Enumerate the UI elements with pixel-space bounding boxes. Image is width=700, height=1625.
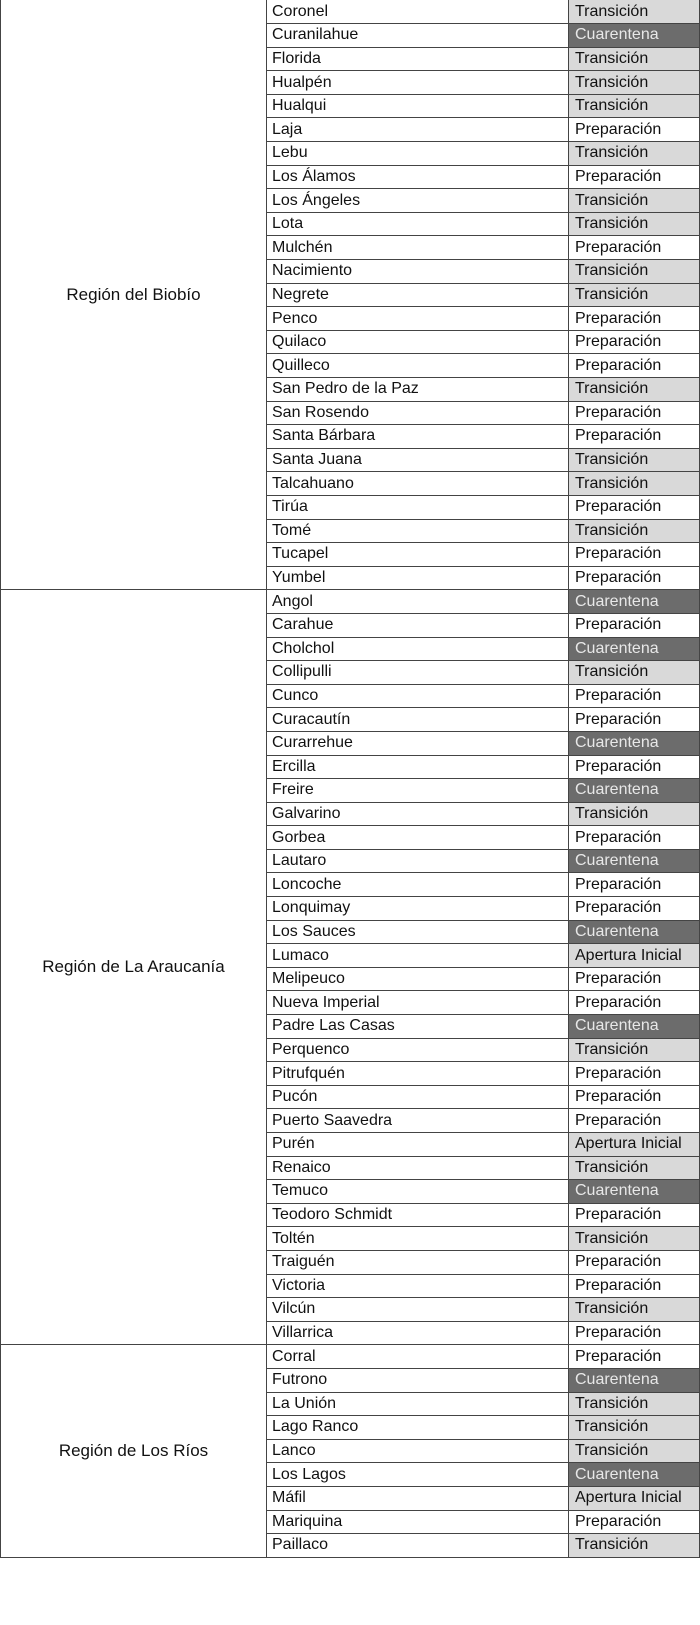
table-row bbox=[1, 0, 700, 24]
phase-status-cell: Cuarentena bbox=[569, 731, 700, 755]
comuna-cell: Victoria bbox=[267, 1274, 569, 1298]
phase-status-cell: Preparación bbox=[569, 165, 700, 189]
phase-status-cell: Cuarentena bbox=[569, 1180, 700, 1204]
comuna-cell: Mulchén bbox=[267, 236, 569, 260]
phase-status-cell: Preparación bbox=[569, 873, 700, 897]
region-name-cell: Región del Biobío bbox=[1, 0, 267, 590]
phase-status-cell: Transición bbox=[569, 189, 700, 213]
comuna-cell: Penco bbox=[267, 307, 569, 331]
comuna-cell: Ercilla bbox=[267, 755, 569, 779]
comuna-cell: Quilleco bbox=[267, 354, 569, 378]
phase-status-cell: Preparación bbox=[569, 330, 700, 354]
phase-status-cell: Preparación bbox=[569, 1274, 700, 1298]
comuna-cell: Angol bbox=[267, 590, 569, 614]
comuna-cell: Los Ángeles bbox=[267, 189, 569, 213]
comuna-cell: Villarrica bbox=[267, 1321, 569, 1345]
phase-status-cell: Cuarentena bbox=[569, 920, 700, 944]
comuna-cell: Tirúa bbox=[267, 495, 569, 519]
phase-status-cell: Transición bbox=[569, 661, 700, 685]
phase-status-cell: Transición bbox=[569, 47, 700, 71]
comuna-cell: Negrete bbox=[267, 283, 569, 307]
comuna-cell: La Unión bbox=[267, 1392, 569, 1416]
comuna-cell: Purén bbox=[267, 1133, 569, 1157]
comuna-cell: Galvarino bbox=[267, 802, 569, 826]
phase-status-cell: Preparación bbox=[569, 543, 700, 567]
comuna-cell: Lautaro bbox=[267, 849, 569, 873]
phase-status-cell: Preparación bbox=[569, 1321, 700, 1345]
phase-status-cell: Preparación bbox=[569, 897, 700, 921]
comuna-cell: Cunco bbox=[267, 684, 569, 708]
phase-status-cell: Cuarentena bbox=[569, 1368, 700, 1392]
phase-status-cell: Cuarentena bbox=[569, 1463, 700, 1487]
phase-status-cell: Transición bbox=[569, 260, 700, 284]
phase-status-cell: Preparación bbox=[569, 991, 700, 1015]
phase-status-cell: Transición bbox=[569, 1038, 700, 1062]
comuna-cell: Laja bbox=[267, 118, 569, 142]
phase-status-cell: Preparación bbox=[569, 1345, 700, 1369]
phase-status-cell: Transición bbox=[569, 94, 700, 118]
comuna-cell: Curacautín bbox=[267, 708, 569, 732]
phase-status-cell: Preparación bbox=[569, 708, 700, 732]
comuna-cell: Gorbea bbox=[267, 826, 569, 850]
table-row bbox=[1, 1345, 700, 1369]
phase-status-cell: Preparación bbox=[569, 826, 700, 850]
phase-status-cell: Preparación bbox=[569, 755, 700, 779]
comuna-cell: Los Álamos bbox=[267, 165, 569, 189]
comuna-cell: San Rosendo bbox=[267, 401, 569, 425]
comuna-cell: Pucón bbox=[267, 1085, 569, 1109]
comuna-cell: Nacimiento bbox=[267, 260, 569, 284]
comuna-cell: Futrono bbox=[267, 1368, 569, 1392]
phase-status-cell: Transición bbox=[569, 71, 700, 95]
comuna-cell: Lumaco bbox=[267, 944, 569, 968]
phase-status-cell: Transición bbox=[569, 283, 700, 307]
comuna-cell: Yumbel bbox=[267, 566, 569, 590]
comuna-cell: Curarrehue bbox=[267, 731, 569, 755]
region-name-cell: Región de Los Ríos bbox=[1, 1345, 267, 1557]
comuna-cell: Cholchol bbox=[267, 637, 569, 661]
phase-status-cell: Preparación bbox=[569, 613, 700, 637]
phase-status-cell: Transición bbox=[569, 1392, 700, 1416]
comuna-cell: Lonquimay bbox=[267, 897, 569, 921]
phase-status-cell: Preparación bbox=[569, 236, 700, 260]
phase-status-cell: Preparación bbox=[569, 1109, 700, 1133]
comuna-cell: Renaico bbox=[267, 1156, 569, 1180]
comuna-cell: Perquenco bbox=[267, 1038, 569, 1062]
phase-status-cell: Transición bbox=[569, 212, 700, 236]
comuna-cell: Lota bbox=[267, 212, 569, 236]
comuna-cell: Hualpén bbox=[267, 71, 569, 95]
phase-status-cell: Preparación bbox=[569, 1062, 700, 1086]
comuna-cell: Carahue bbox=[267, 613, 569, 637]
comuna-cell: Pitrufquén bbox=[267, 1062, 569, 1086]
phase-status-cell: Preparación bbox=[569, 1085, 700, 1109]
phase-status-cell: Apertura Inicial bbox=[569, 944, 700, 968]
comuna-cell: Lago Ranco bbox=[267, 1416, 569, 1440]
comuna-cell: Nueva Imperial bbox=[267, 991, 569, 1015]
phase-status-cell: Cuarentena bbox=[569, 637, 700, 661]
comuna-cell: San Pedro de la Paz bbox=[267, 378, 569, 402]
phase-status-cell: Preparación bbox=[569, 354, 700, 378]
comuna-cell: Santa Juana bbox=[267, 448, 569, 472]
comuna-cell: Puerto Saavedra bbox=[267, 1109, 569, 1133]
comuna-cell: Temuco bbox=[267, 1180, 569, 1204]
comuna-cell: Curanilahue bbox=[267, 24, 569, 48]
phase-status-cell: Cuarentena bbox=[569, 24, 700, 48]
table-body bbox=[1, 0, 700, 1557]
phase-status-cell: Transición bbox=[569, 1156, 700, 1180]
comuna-cell: Corral bbox=[267, 1345, 569, 1369]
comuna-cell: Toltén bbox=[267, 1227, 569, 1251]
phase-status-cell: Transición bbox=[569, 0, 700, 24]
phase-status-cell: Apertura Inicial bbox=[569, 1133, 700, 1157]
comuna-cell: Los Lagos bbox=[267, 1463, 569, 1487]
phase-status-cell: Preparación bbox=[569, 566, 700, 590]
phase-status-cell: Transición bbox=[569, 1439, 700, 1463]
phase-status-cell: Cuarentena bbox=[569, 1015, 700, 1039]
comuna-cell: Los Sauces bbox=[267, 920, 569, 944]
phase-status-cell: Transición bbox=[569, 1298, 700, 1322]
comuna-cell: Vilcún bbox=[267, 1298, 569, 1322]
comuna-cell: Traiguén bbox=[267, 1250, 569, 1274]
phase-status-cell: Transición bbox=[569, 1227, 700, 1251]
comuna-cell: Collipulli bbox=[267, 661, 569, 685]
phase-status-cell: Preparación bbox=[569, 684, 700, 708]
comuna-cell: Padre Las Casas bbox=[267, 1015, 569, 1039]
comuna-cell: Melipeuco bbox=[267, 967, 569, 991]
comuna-cell: Talcahuano bbox=[267, 472, 569, 496]
comuna-cell: Máfil bbox=[267, 1486, 569, 1510]
phase-status-cell: Preparación bbox=[569, 425, 700, 449]
phase-status-cell: Transición bbox=[569, 1534, 700, 1558]
phase-status-cell: Preparación bbox=[569, 1203, 700, 1227]
comuna-cell: Hualqui bbox=[267, 94, 569, 118]
phase-status-cell: Transición bbox=[569, 448, 700, 472]
phase-status-cell: Preparación bbox=[569, 401, 700, 425]
comuna-cell: Quilaco bbox=[267, 330, 569, 354]
comuna-cell: Loncoche bbox=[267, 873, 569, 897]
phase-status-cell: Transición bbox=[569, 1416, 700, 1440]
phase-status-cell: Preparación bbox=[569, 1250, 700, 1274]
comuna-cell: Teodoro Schmidt bbox=[267, 1203, 569, 1227]
phase-status-cell: Preparación bbox=[569, 118, 700, 142]
phase-status-cell: Transición bbox=[569, 378, 700, 402]
comuna-cell: Florida bbox=[267, 47, 569, 71]
table-row bbox=[1, 590, 700, 614]
phase-status-cell: Transición bbox=[569, 519, 700, 543]
phase-status-cell: Cuarentena bbox=[569, 849, 700, 873]
comuna-cell: Coronel bbox=[267, 0, 569, 24]
comuna-cell: Paillaco bbox=[267, 1534, 569, 1558]
comuna-cell: Tucapel bbox=[267, 543, 569, 567]
phase-status-cell: Cuarentena bbox=[569, 779, 700, 803]
phase-status-cell: Preparación bbox=[569, 1510, 700, 1534]
phase-status-cell: Transición bbox=[569, 472, 700, 496]
region-name-cell: Región de La Araucanía bbox=[1, 590, 267, 1345]
phase-status-cell: Preparación bbox=[569, 307, 700, 331]
phase-status-cell: Transición bbox=[569, 802, 700, 826]
comuna-cell: Tomé bbox=[267, 519, 569, 543]
phase-status-cell: Preparación bbox=[569, 967, 700, 991]
comuna-cell: Mariquina bbox=[267, 1510, 569, 1534]
phase-status-cell: Preparación bbox=[569, 495, 700, 519]
comuna-cell: Santa Bárbara bbox=[267, 425, 569, 449]
phase-status-cell: Transición bbox=[569, 142, 700, 166]
phase-status-cell: Apertura Inicial bbox=[569, 1486, 700, 1510]
comuna-cell: Freire bbox=[267, 779, 569, 803]
comuna-cell: Lebu bbox=[267, 142, 569, 166]
phase-status-cell: Cuarentena bbox=[569, 590, 700, 614]
comuna-cell: Lanco bbox=[267, 1439, 569, 1463]
